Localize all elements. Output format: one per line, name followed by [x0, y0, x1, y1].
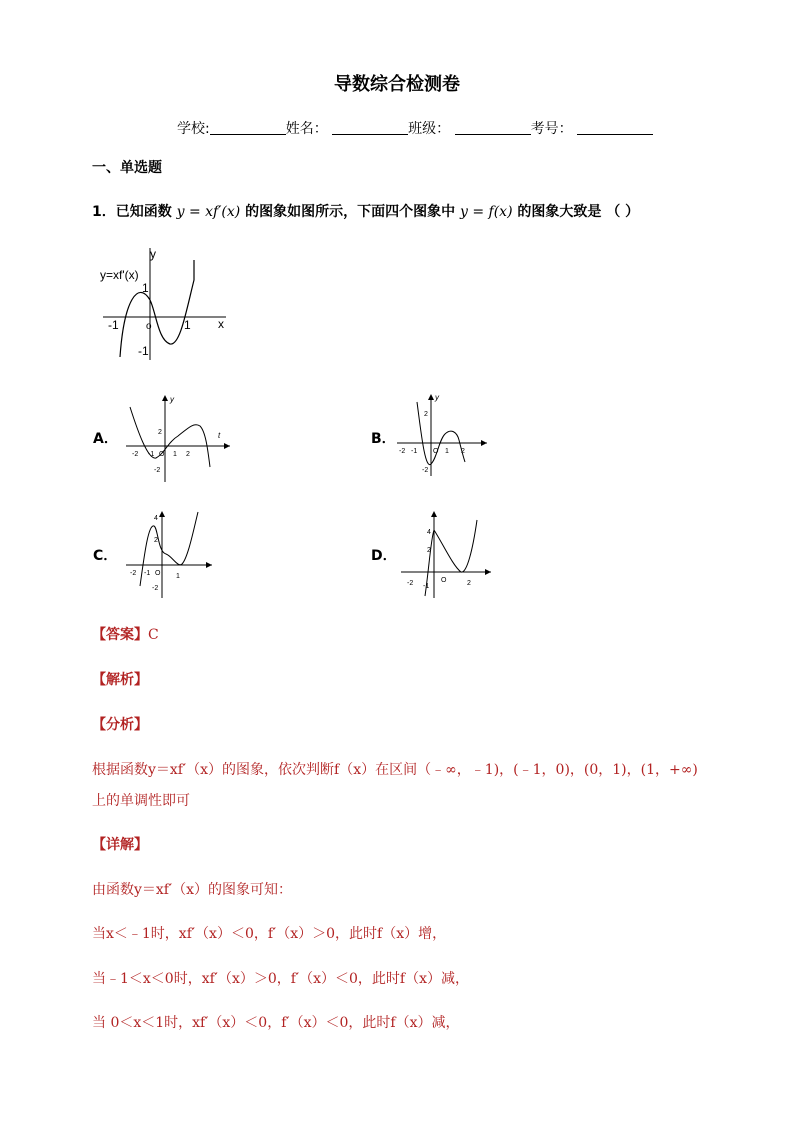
class-blank[interactable]: [455, 120, 531, 135]
detail-line-1: 由函数y＝xf′（x）的图象可知：: [92, 882, 293, 898]
school-label: 学校:: [177, 121, 210, 137]
question-1: [92, 201, 639, 221]
option-d-letter[interactable]: D．: [371, 548, 397, 564]
b-origin: O: [433, 448, 439, 455]
option-a-graph[interactable]: [120, 392, 235, 487]
answer-line: [92, 624, 159, 644]
detail-tag: 【详解】: [92, 837, 148, 853]
school-blank[interactable]: [210, 120, 286, 135]
exam-no-label: 考号：: [530, 121, 573, 137]
b-tick-y2: 2: [424, 411, 428, 418]
d-tick-neg1: -1: [423, 583, 430, 590]
b-y-label: y: [435, 393, 439, 402]
detail-line-3: 当﹣1＜x＜0时，xf′（x）＞0，f′（x）＜0，此时f（x）减，: [92, 971, 470, 987]
option-b-letter[interactable]: B．: [371, 431, 396, 447]
b-tick-2: 2: [461, 448, 465, 455]
c-y-arrow: [159, 511, 165, 517]
b-tick-yneg2: -2: [422, 467, 429, 474]
student-info-line: [177, 118, 653, 138]
fenxi-tag: 【分析】: [92, 717, 148, 733]
main-x-label: x: [218, 317, 224, 331]
main-func-label: y=xf'(x): [100, 268, 139, 282]
c-tick-y2: 2: [154, 537, 158, 544]
b-tick-neg2: -2: [399, 448, 406, 455]
a-tick-2: 2: [186, 451, 190, 458]
analysis-tag: 【解析】: [92, 672, 148, 688]
detail-line-2: 当x＜﹣1时，xf′（x）＜0，f′（x）＞0，此时f（x）增，: [92, 926, 447, 942]
c-tick-yneg2: -2: [152, 585, 159, 592]
b-y-arrow: [428, 394, 434, 400]
a-origin: O: [159, 451, 165, 458]
d-y-arrow: [431, 511, 437, 517]
c-origin: O: [155, 570, 161, 577]
d-tick-y4: 4: [427, 529, 431, 536]
question-text-b: 的图象如图所示，下面四个图象中: [245, 204, 456, 220]
question-number: 1．: [92, 204, 116, 220]
d-tick-y2: 2: [427, 547, 431, 554]
a-x-arrow: [224, 443, 230, 449]
formula-target: y = f(x): [460, 204, 513, 220]
b-tick-neg1: -1: [411, 448, 418, 455]
option-c-letter[interactable]: C．: [93, 548, 118, 564]
main-label-1: 1: [142, 281, 149, 295]
c-tick-1: 1: [176, 573, 180, 580]
a-x-label: t: [218, 431, 221, 440]
answer-value: C: [148, 627, 159, 643]
main-y-label: y: [150, 247, 156, 261]
detail-line-4: 当 0＜x＜1时，xf′（x）＜0，f′（x）＜0，此时f（x）减，: [92, 1015, 460, 1031]
a-tick-neg1: -1: [148, 451, 155, 458]
class-label: 班级：: [408, 121, 451, 137]
main-graph: [98, 240, 243, 365]
option-c-graph[interactable]: [120, 508, 220, 603]
fenxi-text-2: 上的单调性即可: [92, 793, 190, 809]
a-y-arrow: [162, 395, 168, 401]
a-tick-y2: 2: [158, 429, 162, 436]
d-tick-2: 2: [467, 580, 471, 587]
a-y-label: y: [170, 395, 174, 404]
b-x-arrow: [481, 440, 487, 446]
formula-given: y = xf′(x): [176, 204, 241, 220]
exam-no-blank[interactable]: [577, 120, 653, 135]
option-d-graph[interactable]: [397, 508, 497, 603]
a-tick-neg2: -2: [132, 451, 139, 458]
main-origin: o: [146, 321, 152, 332]
d-origin: O: [441, 577, 447, 584]
answer-tag: 【答案】: [92, 627, 148, 643]
c-x-arrow: [206, 562, 212, 568]
b-tick-1: 1: [445, 448, 449, 455]
d-x-arrow: [485, 569, 491, 575]
fenxi-text-1: 根据函数y＝xf′（x）的图象，依次判断f（x）在区间（﹣∞，﹣1)，(﹣1，0)，(0，1)，(1，+∞): [92, 762, 698, 778]
d-tick-neg2: -2: [407, 580, 414, 587]
question-text-c: 的图象大致是: [517, 204, 602, 220]
main-label-neg1-x: -1: [108, 318, 119, 332]
c-tick-neg1: -1: [144, 570, 151, 577]
option-a-letter[interactable]: A．: [93, 431, 118, 447]
name-label: 姓名：: [285, 121, 328, 137]
section-heading: 一、单选题: [92, 160, 162, 176]
question-text-a: 已知函数: [115, 204, 172, 220]
name-blank[interactable]: [332, 120, 408, 135]
page-title: 导数综合检测卷: [334, 74, 460, 95]
answer-paren: （ ）: [606, 204, 640, 220]
main-label-1-x: 1: [184, 318, 191, 332]
a-tick-yneg2: -2: [154, 467, 161, 474]
a-curve: [130, 407, 210, 467]
a-tick-1: 1: [173, 451, 177, 458]
c-tick-neg2: -2: [130, 570, 137, 577]
c-tick-y4: 4: [154, 515, 158, 522]
main-label-neg1-y: -1: [138, 344, 149, 358]
option-b-graph[interactable]: [393, 392, 493, 482]
